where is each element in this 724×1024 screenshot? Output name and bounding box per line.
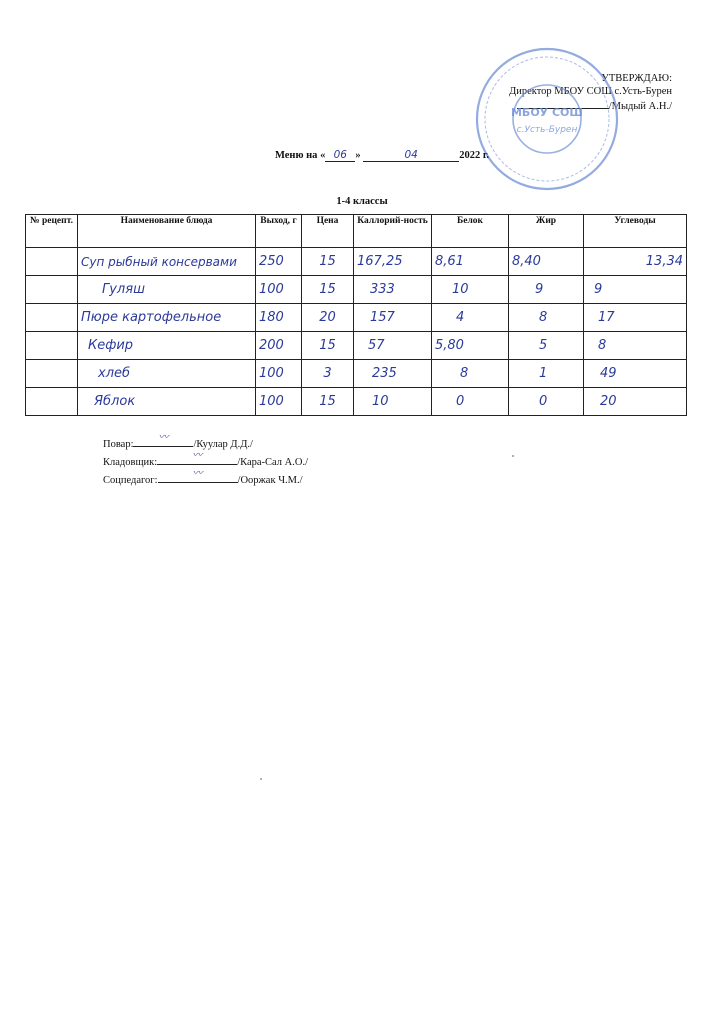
official-stamp-icon xyxy=(472,44,622,194)
approval-position: Директор МБОУ СОШ с.Усть-Бурен xyxy=(509,86,672,97)
cell-protein: 5,80 xyxy=(432,332,509,360)
cell-dish: Яблок xyxy=(78,388,256,416)
header-protein: Белок xyxy=(432,215,509,248)
signature-scribble-icon: 〰 xyxy=(192,450,203,461)
cell-fat: 5 xyxy=(509,332,584,360)
staff-social-pedagogue xyxy=(103,470,308,488)
cell-fat: 1 xyxy=(509,360,584,388)
table-row xyxy=(26,248,687,276)
stamp-text-top: МБОУ СОШ xyxy=(510,106,584,119)
cell-dish: хлеб xyxy=(78,360,256,388)
cell-dish: Кефир xyxy=(78,332,256,360)
cell-carbs: 13,34 xyxy=(584,248,687,276)
cell-price: 15 xyxy=(302,248,354,276)
day-value: 06 xyxy=(333,149,347,161)
signature-scribble-icon: 〰 xyxy=(158,432,169,443)
table-row xyxy=(26,332,687,360)
cell-yield: 200 xyxy=(256,332,302,360)
day-field xyxy=(325,149,355,162)
cell-fat: 8,40 xyxy=(509,248,584,276)
cell-fat: 9 xyxy=(509,276,584,304)
classes-heading: 1-4 классы xyxy=(336,196,388,207)
cell-calories: 10 xyxy=(354,388,432,416)
header-yield: Выход, г xyxy=(256,215,302,248)
quote-close: » xyxy=(355,150,361,161)
cell-carbs: 49 xyxy=(584,360,687,388)
staff-role: Кладовщик: xyxy=(103,457,158,468)
approval-name: /Мыдый А.Н./ xyxy=(608,101,672,112)
staff-signatures xyxy=(103,434,308,488)
staff-name: /Кара-Сал А.О./ xyxy=(237,457,308,468)
header-price: Цена xyxy=(302,215,354,248)
staff-role: Повар: xyxy=(103,439,134,450)
cell-price: 3 xyxy=(302,360,354,388)
table-row xyxy=(26,304,687,332)
cell-yield: 100 xyxy=(256,360,302,388)
cell-yield: 250 xyxy=(256,248,302,276)
signature-blank xyxy=(133,434,193,447)
cell-yield: 100 xyxy=(256,388,302,416)
menu-label: Меню на xyxy=(275,150,318,161)
quote-open: « xyxy=(320,150,326,161)
cell-carbs: 17 xyxy=(584,304,687,332)
table-row xyxy=(26,388,687,416)
cell-calories: 235 xyxy=(354,360,432,388)
cell-recipe xyxy=(26,248,78,276)
header-dish: Наименование блюда xyxy=(78,215,256,248)
cell-carbs: 9 xyxy=(584,276,687,304)
cell-fat: 0 xyxy=(509,388,584,416)
cell-dish: Пюре картофельное xyxy=(78,304,256,332)
cell-calories: 157 xyxy=(354,304,432,332)
cell-recipe xyxy=(26,304,78,332)
cell-calories: 57 xyxy=(354,332,432,360)
cell-recipe xyxy=(26,388,78,416)
stamp-text-bottom: с.Усть-Бурен xyxy=(516,125,578,135)
cell-recipe xyxy=(26,360,78,388)
year-value: 2022 г. xyxy=(459,150,490,161)
cell-protein: 8 xyxy=(432,360,509,388)
staff-role: Соцпедагог: xyxy=(103,475,158,486)
scan-speck xyxy=(260,778,262,780)
cell-carbs: 8 xyxy=(584,332,687,360)
signature-blank xyxy=(158,470,238,483)
cell-yield: 180 xyxy=(256,304,302,332)
cell-price: 20 xyxy=(302,304,354,332)
month-field xyxy=(363,149,459,162)
cell-price: 15 xyxy=(302,332,354,360)
cell-calories: 167,25 xyxy=(354,248,432,276)
staff-name: /Ооржак Ч.М./ xyxy=(237,475,303,486)
cell-calories: 333 xyxy=(354,276,432,304)
signature-scribble-icon: 〰 xyxy=(192,468,203,479)
cell-protein: 10 xyxy=(432,276,509,304)
cell-dish: Суп рыбный консервами xyxy=(78,248,256,276)
cell-price: 15 xyxy=(302,388,354,416)
table-header-row xyxy=(26,215,687,248)
menu-title xyxy=(275,149,489,162)
cell-protein: 4 xyxy=(432,304,509,332)
month-value: 04 xyxy=(404,149,418,161)
cell-dish: Гуляш xyxy=(78,276,256,304)
cell-protein: 0 xyxy=(432,388,509,416)
cell-recipe xyxy=(26,332,78,360)
scan-speck xyxy=(512,455,514,457)
cell-protein: 8,61 xyxy=(432,248,509,276)
header-recipe: № рецепт. xyxy=(26,215,78,248)
cell-recipe xyxy=(26,276,78,304)
menu-table xyxy=(25,214,687,416)
signature-blank xyxy=(157,452,237,465)
header-carbs: Углеводы xyxy=(584,215,687,248)
cell-fat: 8 xyxy=(509,304,584,332)
staff-name: /Куулар Д.Д./ xyxy=(193,439,253,450)
cell-carbs: 20 xyxy=(584,388,687,416)
approval-heading: УТВЕРЖДАЮ: xyxy=(601,73,672,84)
cell-price: 15 xyxy=(302,276,354,304)
cell-yield: 100 xyxy=(256,276,302,304)
header-calories: Каллорий-ность xyxy=(354,215,432,248)
table-row xyxy=(26,276,687,304)
table-row xyxy=(26,360,687,388)
header-fat: Жир xyxy=(509,215,584,248)
